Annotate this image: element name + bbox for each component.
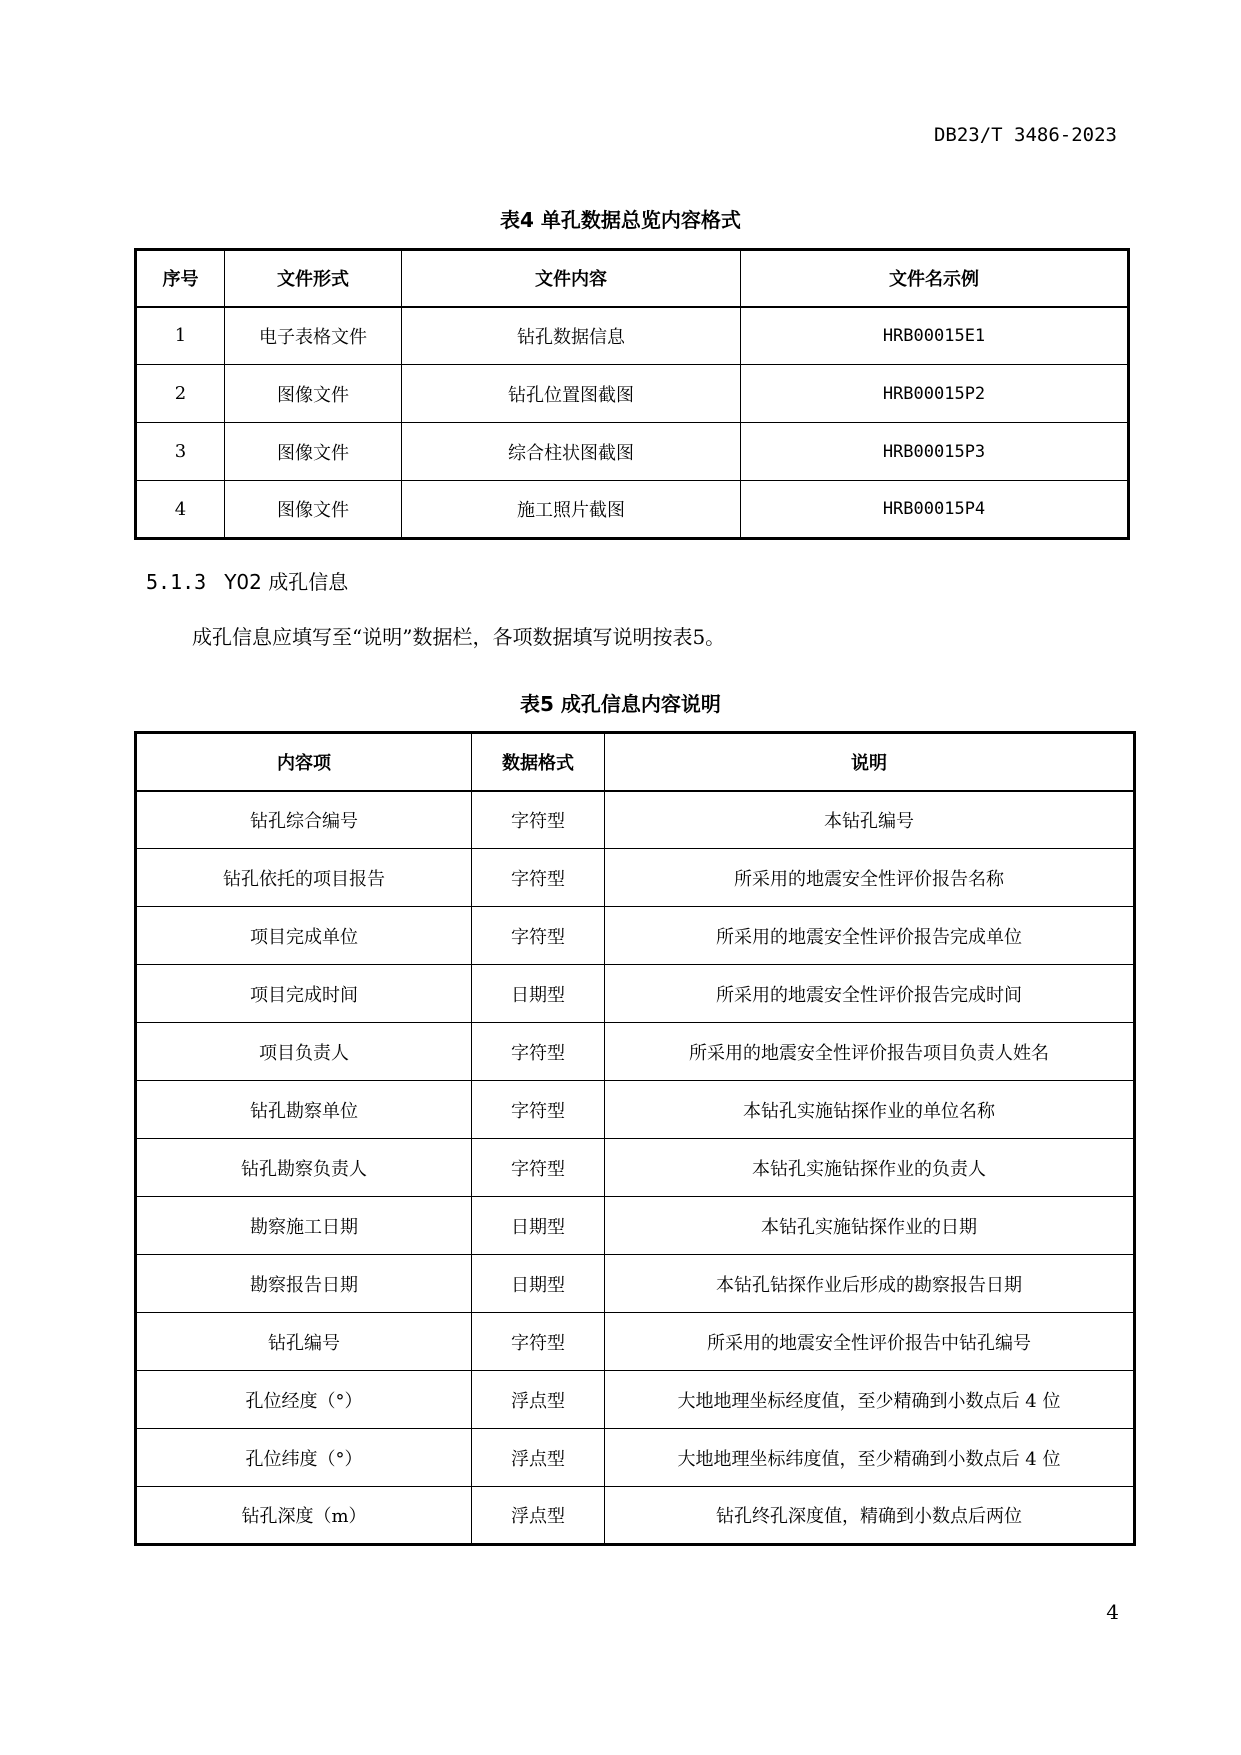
table-row (136, 849, 1135, 907)
table-row (136, 1255, 1135, 1313)
table4-cell: 综合柱状图截图 (402, 423, 741, 481)
page-number: 4 (1106, 1600, 1119, 1624)
table-row (136, 907, 1135, 965)
table4-cell: 钻孔数据信息 (402, 307, 741, 365)
table5-cell: 字符型 (472, 907, 605, 965)
table5-cell: 钻孔综合编号 (136, 791, 472, 849)
section-title: Y02 成孔信息 (224, 570, 349, 594)
table4-cell: 电子表格文件 (225, 307, 402, 365)
table4-cell: 图像文件 (225, 365, 402, 423)
table4-cell: 4 (136, 481, 225, 539)
table-row (136, 1371, 1135, 1429)
table-row (136, 1487, 1135, 1545)
table4-header-cell: 文件形式 (225, 250, 402, 307)
table4-cell: 图像文件 (225, 423, 402, 481)
table5-header-cell: 说明 (605, 733, 1135, 791)
table4-cell: HRB00015P2 (741, 365, 1129, 423)
table5-cell: 本钻孔实施钻探作业的单位名称 (605, 1081, 1135, 1139)
body-paragraph: 成孔信息应填写至“说明”数据栏，各项数据填写说明按表5。 (192, 625, 726, 649)
section-heading (146, 566, 348, 595)
table4-cell: 2 (136, 365, 225, 423)
table5-cell: 字符型 (472, 1139, 605, 1197)
table5-cell: 字符型 (472, 1081, 605, 1139)
table4-header-cell: 序号 (136, 250, 225, 307)
table4-cell: 1 (136, 307, 225, 365)
table-row (136, 1429, 1135, 1487)
table-row (136, 307, 1129, 365)
table5-cell: 钻孔依托的项目报告 (136, 849, 472, 907)
table4-cell: 3 (136, 423, 225, 481)
table-row (136, 1023, 1135, 1081)
table4-cell: HRB00015E1 (741, 307, 1129, 365)
table4-cell: 钻孔位置图截图 (402, 365, 741, 423)
table5-cell: 本钻孔实施钻探作业的负责人 (605, 1139, 1135, 1197)
section-number: 5.1.3 (146, 570, 207, 594)
table4-caption: 表4 单孔数据总览内容格式 (500, 208, 741, 232)
table4 (134, 248, 1130, 540)
table5-cell: 项目完成单位 (136, 907, 472, 965)
table5-cell: 所采用的地震安全性评价报告完成时间 (605, 965, 1135, 1023)
table5-cell: 钻孔勘察负责人 (136, 1139, 472, 1197)
table5-cell: 本钻孔实施钻探作业的日期 (605, 1197, 1135, 1255)
table-row (136, 1139, 1135, 1197)
table-row (136, 365, 1129, 423)
table5-cell: 钻孔勘察单位 (136, 1081, 472, 1139)
table5-cell: 所采用的地震安全性评价报告项目负责人姓名 (605, 1023, 1135, 1081)
table-row (136, 423, 1129, 481)
table5-cell: 钻孔编号 (136, 1313, 472, 1371)
table4-header-cell: 文件名示例 (741, 250, 1129, 307)
table5-cell: 所采用的地震安全性评价报告完成单位 (605, 907, 1135, 965)
table5-cell: 日期型 (472, 1255, 605, 1313)
table5 (134, 731, 1136, 1546)
table5-cell: 浮点型 (472, 1371, 605, 1429)
table5-cell: 孔位经度（°） (136, 1371, 472, 1429)
table5-cell: 本钻孔编号 (605, 791, 1135, 849)
table5-cell: 日期型 (472, 1197, 605, 1255)
table4-cell: 施工照片截图 (402, 481, 741, 539)
table5-cell: 钻孔终孔深度值，精确到小数点后两位 (605, 1487, 1135, 1545)
table5-header-cell: 内容项 (136, 733, 472, 791)
table5-header-cell: 数据格式 (472, 733, 605, 791)
table-row (136, 1081, 1135, 1139)
table5-cell: 钻孔深度（m） (136, 1487, 472, 1545)
table5-cell: 字符型 (472, 1313, 605, 1371)
document-code: DB23/T 3486-2023 (933, 124, 1117, 146)
table5-cell: 大地地理坐标经度值，至少精确到小数点后 4 位 (605, 1371, 1135, 1429)
table4-header-cell: 文件内容 (402, 250, 741, 307)
table5-cell: 大地地理坐标纬度值，至少精确到小数点后 4 位 (605, 1429, 1135, 1487)
table4-cell: HRB00015P3 (741, 423, 1129, 481)
table-row (136, 965, 1135, 1023)
table5-cell: 字符型 (472, 1023, 605, 1081)
table5-cell: 浮点型 (472, 1487, 605, 1545)
table5-cell: 浮点型 (472, 1429, 605, 1487)
table-row (136, 481, 1129, 539)
table4-cell: HRB00015P4 (741, 481, 1129, 539)
table5-cell: 字符型 (472, 849, 605, 907)
table4-cell: 图像文件 (225, 481, 402, 539)
table5-cell: 字符型 (472, 791, 605, 849)
table5-cell: 日期型 (472, 965, 605, 1023)
table5-cell: 孔位纬度（°） (136, 1429, 472, 1487)
table5-cell: 本钻孔钻探作业后形成的勘察报告日期 (605, 1255, 1135, 1313)
table5-caption: 表5 成孔信息内容说明 (520, 692, 721, 716)
table-row (136, 791, 1135, 849)
table-row (136, 1197, 1135, 1255)
table5-cell: 所采用的地震安全性评价报告中钻孔编号 (605, 1313, 1135, 1371)
table5-cell: 勘察报告日期 (136, 1255, 472, 1313)
table5-cell: 项目完成时间 (136, 965, 472, 1023)
table5-cell: 项目负责人 (136, 1023, 472, 1081)
table-row (136, 1313, 1135, 1371)
table5-cell: 所采用的地震安全性评价报告名称 (605, 849, 1135, 907)
table5-cell: 勘察施工日期 (136, 1197, 472, 1255)
